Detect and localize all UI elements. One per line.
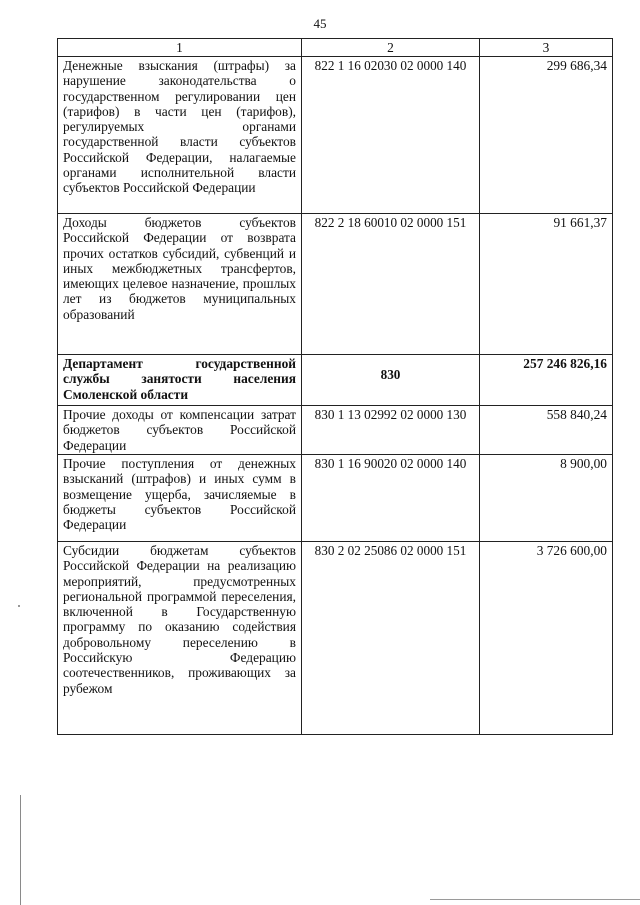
scan-edge-line-bottom [430, 899, 640, 900]
department-code: 830 [302, 355, 480, 406]
row-code: 830 1 16 90020 02 0000 140 [302, 455, 480, 542]
row-amount: 299 686,34 [480, 57, 613, 214]
row-description: Прочие доходы от компенсации затрат бюджетов субъектов Российской Федерации [58, 406, 302, 455]
row-amount: 8 900,00 [480, 455, 613, 542]
table-row [58, 57, 613, 214]
department-name: Департамент государственной службы занятости населения Смоленской области [58, 355, 302, 406]
row-amount: 91 661,37 [480, 214, 613, 355]
scan-artifact-dot [18, 605, 20, 607]
column-header-3: 3 [480, 39, 613, 57]
table-row-department [58, 355, 613, 406]
table-row [58, 406, 613, 455]
table-row [58, 542, 613, 735]
table-row [58, 214, 613, 355]
row-amount: 3 726 600,00 [480, 542, 613, 735]
row-description: Субсидии бюджетам субъектов Российской Федерации на реализацию мероприятий, предусмотренных региональной программой переселения, включенной в Государственную программу по оказанию содействия добровольному переселению в Российскую Федерацию соотечественников, проживающих за рубежом [58, 542, 302, 735]
revenue-table [57, 38, 613, 735]
table-header-row [58, 39, 613, 57]
row-description: Прочие поступления от денежных взысканий (штрафов) и иных сумм в возмещение ущерба, зачисляемые в бюджеты субъектов Российской Федерации [58, 455, 302, 542]
row-code: 830 1 13 02992 02 0000 130 [302, 406, 480, 455]
scan-edge-line-left [20, 795, 21, 905]
row-code: 830 2 02 25086 02 0000 151 [302, 542, 480, 735]
row-code: 822 2 18 60010 02 0000 151 [302, 214, 480, 355]
column-header-2: 2 [302, 39, 480, 57]
row-description: Доходы бюджетов субъектов Российской Федерации от возврата прочих остатков субсидий, субвенций и иных межбюджетных трансфертов, имеющих целевое назначение, прошлых лет из бюджетов муниципальных образований [58, 214, 302, 355]
row-amount: 558 840,24 [480, 406, 613, 455]
table-row [58, 455, 613, 542]
row-description: Денежные взыскания (штрафы) за нарушение законодательства о государственном регулировании цен (тарифов) в части цен (тарифов), регулируемых органами государственной власти субъектов Российской Федерации, налагаемые органами исполнительной власти субъектов Российской Федерации [58, 57, 302, 214]
page-number: 45 [313, 16, 327, 31]
column-header-1: 1 [58, 39, 302, 57]
row-code: 822 1 16 02030 02 0000 140 [302, 57, 480, 214]
department-total: 257 246 826,16 [480, 355, 613, 406]
